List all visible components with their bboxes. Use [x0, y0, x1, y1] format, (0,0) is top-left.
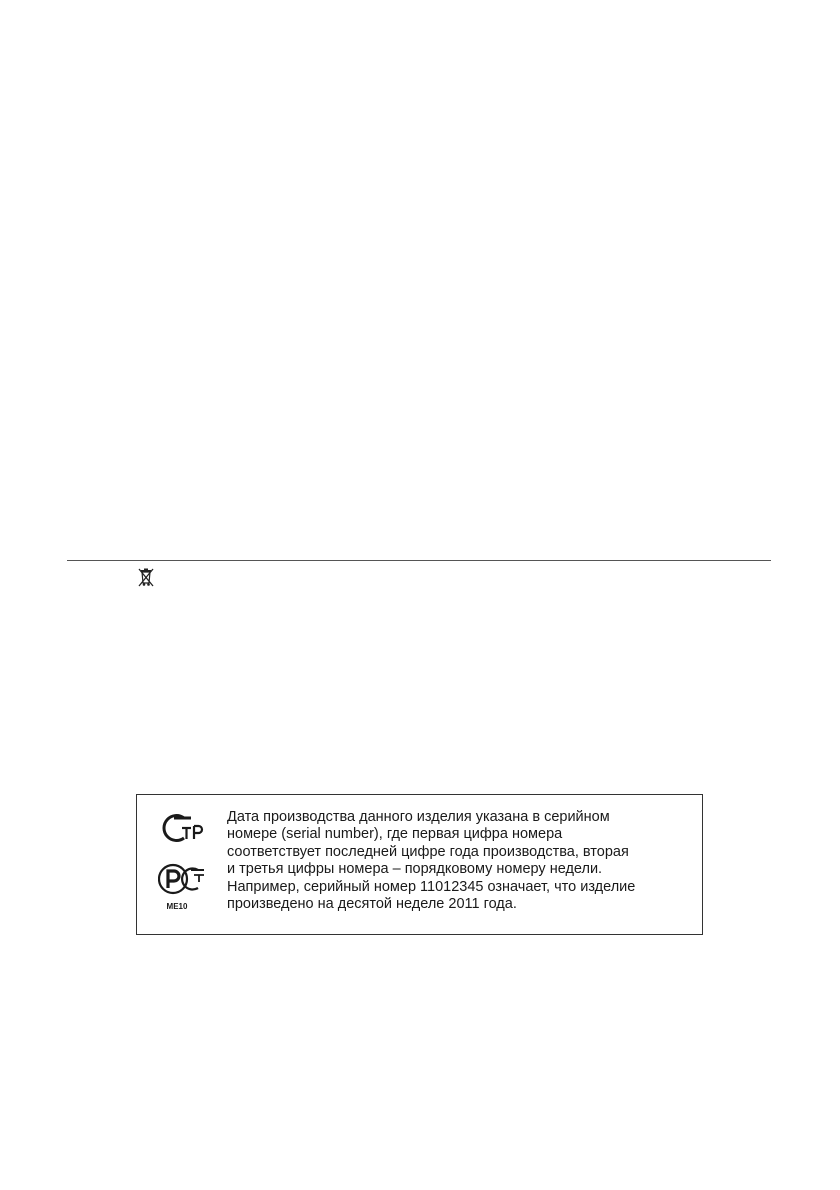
note-line: и третья цифры номера – порядковому номеру недели.: [227, 861, 603, 878]
certification-code: ME10: [166, 902, 188, 911]
section-divider: [67, 560, 771, 561]
note-line: номере (serial number), где первая цифра номера: [227, 826, 563, 843]
note-line: Например, серийный номер 11012345 означает, что изделие: [227, 878, 636, 895]
pct-gost-r-logo: [158, 862, 208, 896]
eac-gost-tr-logo: [158, 812, 208, 844]
crossed-out-wheelie-bin-icon: [137, 567, 155, 587]
manufacturing-date-note: [227, 809, 697, 913]
note-line: произведено на десятой неделе 2011 года.: [227, 896, 517, 913]
note-line: Дата производства данного изделия указана в серийном: [227, 809, 610, 825]
note-line: соответствует последней цифре года производства, вторая: [227, 843, 629, 860]
certification-box: [136, 794, 703, 935]
